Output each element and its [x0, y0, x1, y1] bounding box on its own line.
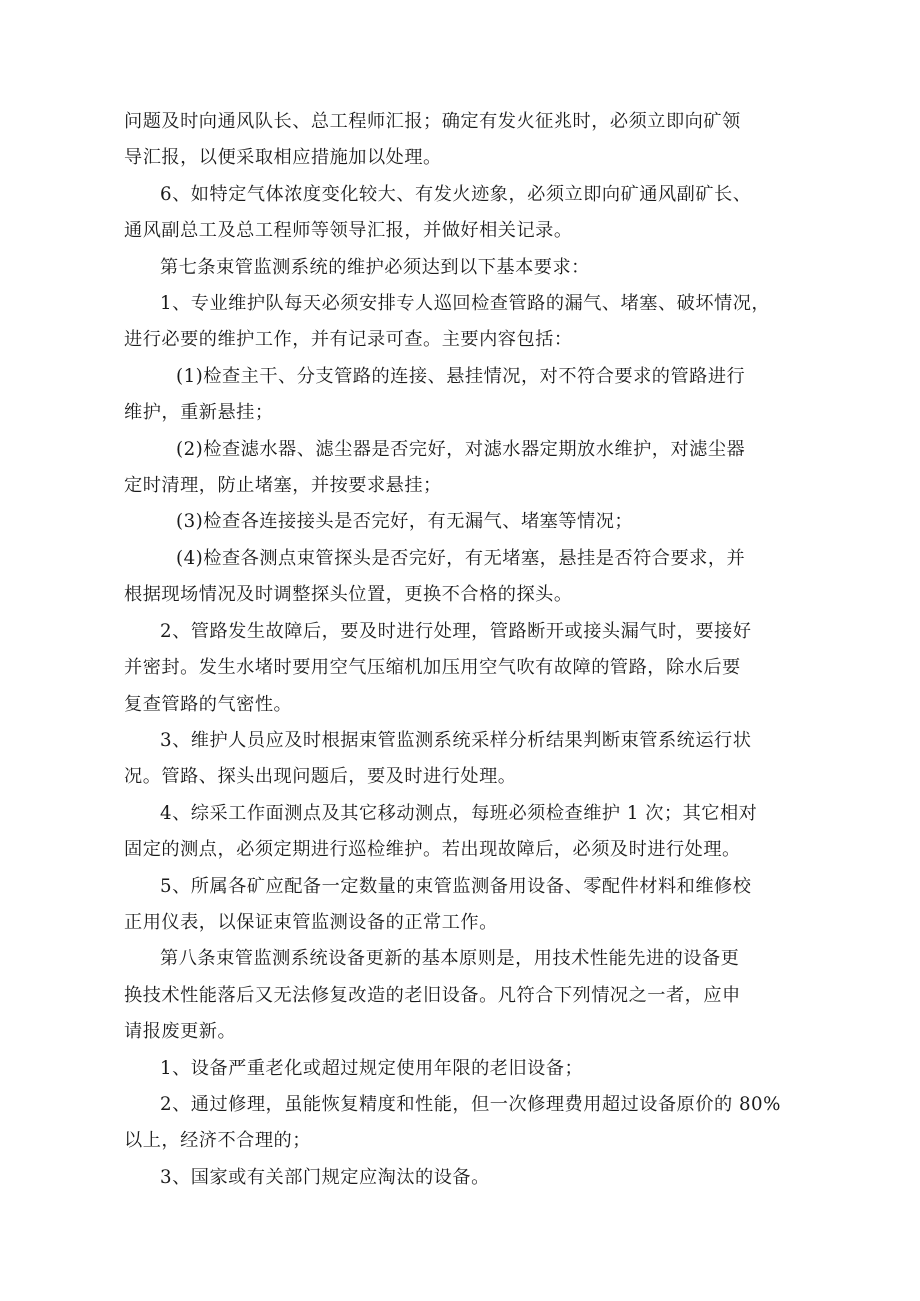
paragraph-article-7-item-5: 5、所属各矿应配备一定数量的束管监测备用设备、零配件材料和维修校 正用仪表，以保证束管监测设备的正常工作。	[124, 875, 752, 933]
paragraph-article-7-item-1: 1、专业维护队每天必须安排专人巡回检查管路的漏气、堵塞、破坏情况， 进行必要的维护工作，并有记录可查。主要内容包括：	[124, 293, 771, 351]
paragraph-continuation: 问题及时向通风队长、总工程师汇报；确定有发火征兆时，必须立即向矿领 导汇报，以便采取相应措施加以处理。	[124, 111, 741, 169]
paragraph-article-8: 第八条束管监测系统设备更新的基本原则是，用技术性能先进的设备更 换技术性能落后又无法修复改造的老旧设备。凡符合下列情况之一者，应申 请报废更新。	[124, 948, 741, 1043]
paragraph-sub-item-2: (2)检查滤水器、滤尘器是否完好，对滤水器定期放水维护，对滤尘器 定时清理，防止堵塞，并按要求悬挂；	[124, 438, 746, 497]
paragraph-sub-item-1: (1)检查主干、分支管路的连接、悬挂情况，对不符合要求的管路进行 维护，重新悬挂；	[124, 365, 746, 424]
paragraph-article-7: 第七条束管监测系统的维护必须达到以下基本要求：	[160, 256, 590, 278]
paragraph-article-8-item-2: 2、通过修理，虽能恢复精度和性能，但一次修理费用超过设备原价的 80% 以上，经济不合理的；	[124, 1093, 781, 1152]
paragraph-article-7-item-4: 4、综采工作面测点及其它移动测点，每班必须检查维护 1 次；其它相对 固定的测点，必须定期进行巡检维护。若出现故障后，必须及时进行处理。	[124, 802, 758, 861]
paragraph-article-7-item-2: 2、管路发生故障后，要及时进行处理，管路断开或接头漏气时，要接好 并密封。发生水堵时要用空气压缩机加压用空气吹有故障的管路，除水后要 复查管路的气密性。	[124, 620, 752, 715]
paragraph-article-7-item-3: 3、维护人员应及时根据束管监测系统采样分析结果判断束管系统运行状 况。管路、探头出现问题后，要及时进行处理。	[124, 729, 752, 788]
paragraph-article-8-item-3: 3、国家或有关部门规定应淘汰的设备。	[160, 1166, 490, 1188]
paragraph-item-6: 6、如特定气体浓度变化较大、有发火迹象，必须立即向矿通风副矿长、 通风副总工及总工程师等领导汇报，并做好相关记录。	[124, 183, 752, 242]
paragraph-sub-item-4: (4)检查各测点束管探头是否完好，有无堵塞，悬挂是否符合要求，并 根据现场情况及时调整探头位置，更换不合格的探头。	[124, 547, 746, 606]
paragraph-article-8-item-1: 1、设备严重老化或超过规定使用年限的老旧设备；	[160, 1057, 584, 1079]
paragraph-sub-item-3: (3)检查各连接接头是否完好，有无漏气、堵塞等情况；	[176, 511, 634, 533]
document-body	[124, 104, 796, 1196]
